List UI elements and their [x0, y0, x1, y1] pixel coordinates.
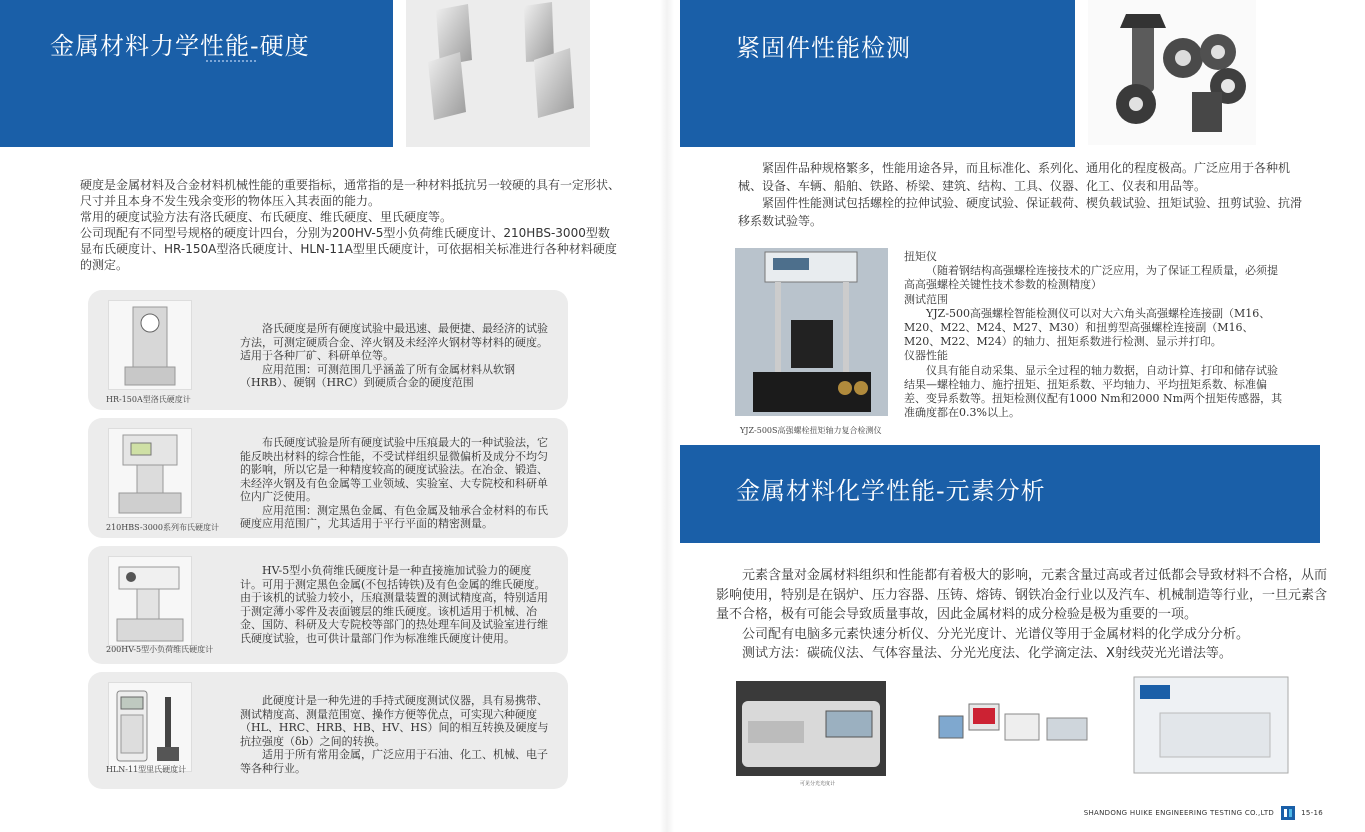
fastener-para-1: 紧固件品种规格繁多，性能用途各异，而且标准化、系列化、通用化的程度极高。广泛应用于各种机械、设备、车辆、船舶、铁路、桥梁、建筑、结构、工具、仪器、化工、仪表和用品等。: [738, 161, 1291, 193]
left-banner: [0, 0, 393, 147]
leeb-caption: HLN-11型里氏硬度计: [106, 765, 187, 774]
spectrophotometer-caption: 可见分光光度计: [800, 781, 836, 787]
range-text: YJZ-500高强螺栓智能检测仪可以对大六角头高强螺栓连接副（M16、M20、M22、M24、M27、M30）和扭剪型高强螺栓连接副（M16、M20、M22、M24）的轴力、扭矩系数进行检测、显示并打印。: [904, 306, 1271, 349]
brinell-card: [88, 418, 568, 538]
spectrophotometer-photo: [736, 681, 886, 776]
leeb-text-1: 此硬度计是一种先进的手持式硬度测试仪器，具有易携带、测试精度高、测量范围宽、操作方便等优点，可实现六种硬度（HL、HRC、HRB、HB、HV、HS）间的相互转换及硬度与抗拉强度（δb）之间的转换。: [240, 694, 549, 748]
element-analyzer-photo: [935, 700, 1095, 750]
torque-instrument-caption: YJZ-500S高强螺栓扭矩轴力复合检测仪: [740, 426, 882, 435]
rockwell-card: [88, 290, 568, 410]
metal-blocks-image: [406, 0, 590, 147]
bolts-photo: [1088, 0, 1256, 145]
footer-page-numbers: 15-16: [1301, 809, 1323, 817]
left-intro: [80, 177, 620, 273]
footer-company: SHANDONG HUIKE ENGINEERING TESTING CO.,LTD: [1083, 809, 1275, 817]
element-analyzer-image: [935, 700, 1095, 750]
chemical-para-3: 测试方法：碳硫仪法、气体容量法、分光光度法、化学滴定法、X射线荧光光谱法等。: [742, 646, 1232, 661]
brinell-caption: 210HBS-3000系列布氏硬度计: [106, 523, 219, 532]
spectrometer-photo: [1130, 673, 1292, 778]
torque-heading: 扭矩仪: [904, 250, 937, 263]
range-heading: 测试范围: [904, 292, 948, 306]
brinell-text: [240, 436, 552, 531]
left-banner-title: 金属材料力学性能-硬度: [50, 32, 310, 60]
fastener-para-2: 紧固件性能测试包括螺栓的拉伸试验、硬度试验、保证载荷、楔负载试验、扭矩试验、扭剪试验、抗滑移系数试验等。: [738, 196, 1303, 228]
chemical-para-1: 元素含量对金属材料组织和性能都有着极大的影响，元素含量过高或者过低都会导致材料不合格，从而影响使用，特别是在锅炉、压力容器、压铸、熔铸、钢铁冶金行业以及汽车、机械制造等行业，一旦元素含量不合格，极有可能会导致质量事故，因此金属材料的成分检验是极为重要的一项。: [716, 568, 1328, 622]
vickers-caption: 200HV-5型小负荷维氏硬度计: [106, 645, 214, 654]
banner-dots: [206, 60, 256, 64]
rockwell-caption: HR-150A型洛氏硬度计: [106, 395, 191, 404]
footer-logo-icon: [1281, 806, 1295, 820]
spectrometer-image: [1130, 673, 1292, 778]
brinell-text-1: 布氏硬度试验是所有硬度试验中压痕最大的一种试验法，它能反映出材料的综合性能，不受试样组织显微偏析及成分不均匀的影响，所以它是一种精度较高的硬度试验法。在冶金、锻造、未经淬火钢及有色金属等工业领域、实验室、大专院校和科研单位内广泛使用。: [240, 436, 548, 503]
chemical-text: [716, 566, 1328, 664]
right-banner-chemical: [680, 445, 1320, 543]
torque-instrument-photo: [735, 248, 888, 416]
leeb-tester-image: [108, 682, 192, 772]
leeb-card: [88, 672, 568, 789]
right-banner-fastener: [680, 0, 1075, 147]
torque-instrument-image: [735, 248, 888, 416]
intro-para-3: 公司现配有不同型号规格的硬度计四台，分别为200HV-5型小负荷维氏硬度计、210HBS-3000型数显布氏硬度计、HR-150A型洛氏硬度计、HLN-11A型里氏硬度计，可依据相关标准进行各种材料硬度的测定。: [80, 226, 617, 272]
torque-instrument-text: [904, 250, 1284, 420]
performance-heading: 仪器性能: [904, 349, 948, 363]
vickers-tester-image: [108, 556, 192, 646]
bolt-nut-image: [1088, 0, 1256, 145]
intro-para-2: 常用的硬度试验方法有洛氏硬度、布氏硬度、维氏硬度、里氏硬度等。: [80, 210, 453, 224]
performance-text: 仪具有能自动采集、显示全过程的轴力数据，自动计算、打印和储存试验结果—螺栓轴力、施拧扭矩、扭矩系数、平均轴力、平均扭矩系数、标准偏差、变异系数等。扭矩检测仪配有1000 Nm和2000 Nm两个扭矩传感器，其准确度都在0.3%以上。: [904, 363, 1283, 420]
vickers-card: [88, 546, 568, 664]
intro-para-1: 硬度是金属材料及合金材料机械性能的重要指标，通常指的是一种材料抵抗另一较硬的具有一定形状、尺寸并且本身不发生残余变形的物体压入其表面的能力。: [80, 178, 621, 208]
rockwell-text-2: 应用范围：可测范围几乎涵盖了所有金属材料从软钢（HRB）、硬钢（HRC）到硬质合金的硬度范围: [240, 362, 515, 389]
rockwell-tester-image: [108, 300, 192, 390]
footer: [1084, 806, 1323, 820]
fastener-banner-title: 紧固件性能检测: [736, 34, 911, 62]
chemical-para-2: 公司配有电脑多元素快速分析仪、分光光度计、光谱仪等用于金属材料的化学成分分析。: [742, 626, 1250, 642]
vickers-text-1: HV-5型小负荷维氏硬度计是一种直接施加试验力的硬度计。可用于测定黑色金属(不包括铸铁)及有色金属的维氏硬度。由于该机的试验力较小，压痕测量装置的测试精度高，特别适用于测定薄小零件及表面镀层的维氏硬度。该机适用于机械、冶金、国防、科研及大专院校等部门的热处理车间及试验室进行维氏硬度试验，也可供计量部门作为标准维氏硬度计使用。: [240, 564, 548, 645]
leeb-text: [240, 694, 552, 775]
brinell-tester-image: [108, 428, 192, 518]
rockwell-text: [240, 322, 552, 390]
torque-note: （随着钢结构高强螺栓连接技术的广泛应用，为了保证工程质量，必须提高高强螺栓关键性技术参数的检测精度）: [904, 264, 1278, 292]
page-gutter: [660, 0, 674, 832]
chemical-banner-title: 金属材料化学性能-元素分析: [736, 477, 1046, 505]
fastener-intro: [738, 160, 1306, 230]
hardness-blocks-photo: [406, 0, 590, 147]
brinell-text-2: 应用范围：测定黑色金属、有色金属及轴承合金材料的布氏硬度应用范围广，尤其适用于平行平面的精密测量。: [240, 503, 548, 530]
spectrophotometer-image: [736, 681, 886, 776]
leeb-text-2: 适用于所有常用金属，广泛应用于石油、化工、机械、电子等各种行业。: [240, 748, 548, 775]
rockwell-text-1: 洛氏硬度是所有硬度试验中最迅速、最便捷、最经济的试验方法，可测定硬质合金、淬火钢及未经淬火钢材等材料的硬度。适用于各种厂矿、科研单位等。: [240, 322, 548, 362]
vickers-text: [240, 564, 552, 645]
